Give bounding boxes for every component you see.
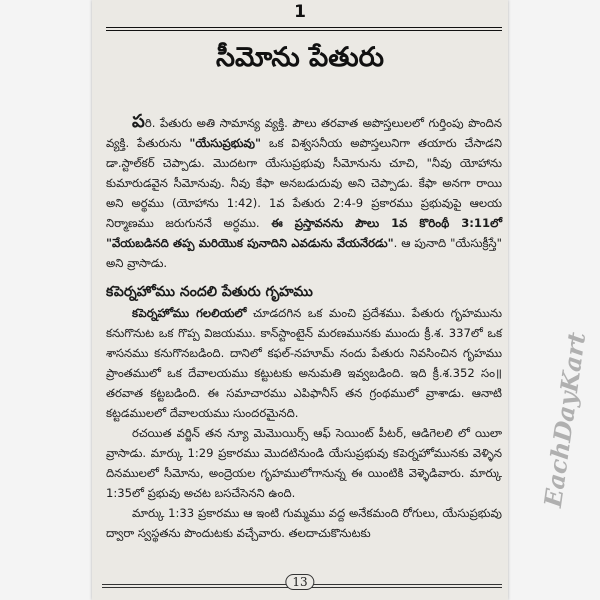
intro-text-2: ఒక విశ్వసనీయ అపొస్తలునిగా తయారు చేసాడని డా.స్టాల్‌కర్ చెప్పాడు. మొదటగా యేసుప్రభువు సీమోనును చూచి, "నీవు యోహాను కుమారుడవైన సీమోనువు. నీవు కేఫా అనబడుదువు అని చెప్పాడు. కేఫా అనగా రాయి అని అర్థము (యోహాను 1:42). 1వ పేతురు 2:4-9 ప్రకారము ప్రభువుపై ఆలయ నిర్మాణము జరుగుననే అర్ధము. [106, 136, 502, 230]
drop-cap: ప [132, 111, 145, 132]
header-rule [106, 27, 502, 28]
capernaum-text: చూడదగిన ఒక మంచి ప్రదేశము. పేతురు గృహమును కనుగొనుట ఒక గొప్ప విజయము. కాన్‌స్టాంటైన్ మరణమునకు ముందు క్రీ.శ. 337లో ఒక శాసనము కనుగొనబడింది. దానిలో కఫల్-నహూమ్ నందు పేతురు నివసించిన గృహము ప్రాంతములో ఒక దేవాలయము కట్టుటకు అనుమతి ఇవ్వబడింది. ఇది క్రీ.శ.352 సం॥ తరవాత కట్టబడింది. ఈ సమాచారము ఎపిఫానీస్ తన గ్రంథములో వ్రాశాడు. ఆనాటి కట్టడములలో దేవాలయము సుందరమైనది. [106, 306, 502, 420]
intro-bold-2: ఈ ప్రస్తావనను పౌలు 1వ కొరింథీ 3:11లో "వేయబడినది తప్ప మరియొక పునాదిని ఎవడును వేయనేరడు" [106, 216, 503, 250]
intro-bold-1: "యేసుప్రభువు" [189, 136, 262, 150]
intro-text-1: రి. పేతురు అతి సామాన్య వ్యక్తి. పౌలు తరవాత అపొస్తలులలో గుర్తింపు పొందిన వ్యక్తి. పేతురును [106, 116, 502, 150]
capernaum-bold: కపెర్నహోము [132, 306, 190, 320]
page-number: 13 [285, 574, 314, 590]
paragraph-writer: రచయిత వర్జిన్ తన న్యూ మెమొయిర్స్ ఆఫ్ సెయింట్ పీటర్, ఆడిగెలలి లో యిలా వ్రాసాడు. మార్కు 1:29 ప్రకారము మొదటినుండి యేసుప్రభువు కపెర్నహోమునకు వెళ్ళిన దినములలో సీమోను, అంద్రెయల గృహములోగానున్న ఈ యింటికి వెళ్ళెడివారు. మార్కు 1:35లో ప్రభువు అచట బసచేసెనని ఉంది. [106, 426, 502, 500]
header-rule-double [106, 30, 502, 31]
galilee-bold: గలలియలో [189, 306, 247, 320]
paragraph-mark: మార్కు 1:33 ప్రకారము ఆ ఇంటి గుమ్మము వద్ద అనేకమంది రోగులు, యేసుప్రభువు ద్వారా స్వస్థతను పొందుటకు వచ్చేవారు. తలదాచుకొనుటకు [106, 506, 502, 540]
book-page [92, 0, 508, 600]
paragraph-capernaum [106, 303, 502, 423]
chapter-number: 1 [294, 2, 306, 22]
section-heading: కపెర్నహోము నందలి పేతురు గృహము [106, 284, 313, 300]
chapter-title: సీమోను పేతురు [216, 42, 384, 73]
watermark: EachDayKart [538, 330, 592, 510]
paragraph-intro [106, 112, 502, 273]
intro-text-3: . ఆ పునాది "యేసుక్రీస్తే" అని వ్రాసాడు. [106, 236, 502, 270]
page-body [106, 112, 502, 543]
